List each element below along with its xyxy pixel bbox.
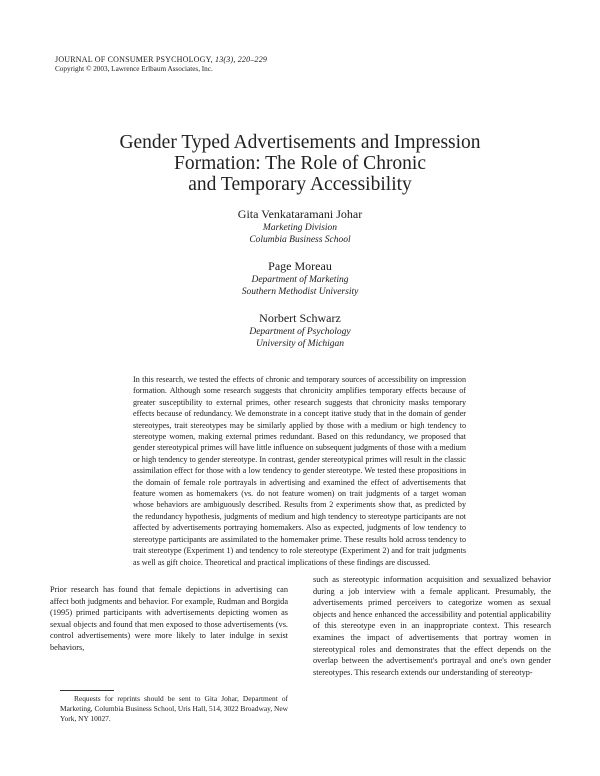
author-affiliation: Department of Psychology — [249, 327, 351, 337]
title-line: and Temporary Accessibility — [188, 174, 412, 195]
journal-line — [55, 55, 355, 65]
author-affiliation: Marketing Division — [262, 223, 338, 233]
author-institution: Southern Methodist University — [241, 287, 359, 297]
body-column-right: such as stereotypic information acquisition and sexualized behavior during a job interview with a female applicant. Presumably, the advertisements primed perceivers to categorize women as sexual objects and hence enhanced the accessibility and potential applicability of this stereotype even in an inappropriate context. This research examines the impact of advertisements that portray women in stereotypical roles and demonstrates that the effect depends on the overlap between the advertisement's portrayal and one's own gender stereotypes. This research extends our understanding of stereotyp- — [313, 575, 551, 677]
journal-pages: 13(3), 220–229 — [215, 55, 268, 64]
author-name: Gita Venkataramani Johar — [237, 207, 363, 221]
author-name: Page Moreau — [268, 259, 332, 273]
author-entry — [150, 258, 450, 298]
abstract: In this research, we tested the effects of chronic and temporary sources of accessibility on impression formation. Although some research suggests that chronicity amplifies temporary effects because of greater susceptibility to external primes, other research suggests that chronicity masks temporary effects because of redundancy. We demonstrate in a concept itative study that in the domain of gender stereotypes, trait stereotypes may be similarly applied by those with a medium or high tendency to stereotype women, making external primes redundant. Based on this redundancy, we proposed that gender stereotypical primes will have little influence on subsequent judgments of those with a medium or high tendency to gender stereotype. In contrast, gender stereotypical primes will result in the classic assimilation effect for those with a low tendency to gender stereotype. We tested these propositions in the domain of female role portrayals in advertising and examined the effect of advertisements that feature women as homemakers (vs. do not feature women) on trait judgments of a target woman whose behaviors are ambiguously described. Results from 2 experiments show that, as predicted by the redundancy hypothesis, judgments of medium and high tendency to stereotype participants are not affected by advertisements portraying homemakers. Also as expected, judgments of low tendency to stereotype participants are assimilated to the homemaker prime. These results hold across tendency to trait stereotype (Experiment 1) and tendency to role stereotype (Experiment 2) and for trait judgments as well as gift choice. Theoretical and practical implications of these findings are discussed. — [133, 375, 466, 567]
author-entry — [150, 206, 450, 246]
author-entry — [150, 310, 450, 350]
body-column-left: Prior research has found that female depictions in advertising can affect both judgments and behavior. For example, Rudman and Borgida (1995) primed participants with advertisements depicting women as sexual objects and found that men exposed to those advertisements (vs. control advertisements) were more likely to later indulge in sexist behaviors, — [50, 585, 288, 652]
copyright-line: Copyright © 2003, Lawrence Erlbaum Associates, Inc. — [55, 65, 213, 73]
author-institution: Columbia Business School — [249, 235, 351, 245]
footnote: Requests for reprints should be sent to Gita Johar, Department of Marketing, Columbia Business School, Uris Hall, 514, 3022 Broadway, New York, NY 10027. — [60, 694, 288, 724]
title-line: Formation: The Role of Chronic — [173, 153, 427, 174]
footnote-divider — [60, 690, 114, 691]
author-block — [150, 206, 450, 362]
title-line: Gender Typed Advertisements and Impression — [119, 132, 481, 153]
running-header — [55, 55, 355, 74]
author-affiliation: Department of Marketing — [251, 275, 349, 285]
article-title — [80, 132, 520, 195]
author-name: Norbert Schwarz — [259, 311, 341, 325]
journal-name: JOURNAL OF CONSUMER PSYCHOLOGY, — [55, 55, 213, 64]
author-institution: University of Michigan — [255, 339, 345, 349]
